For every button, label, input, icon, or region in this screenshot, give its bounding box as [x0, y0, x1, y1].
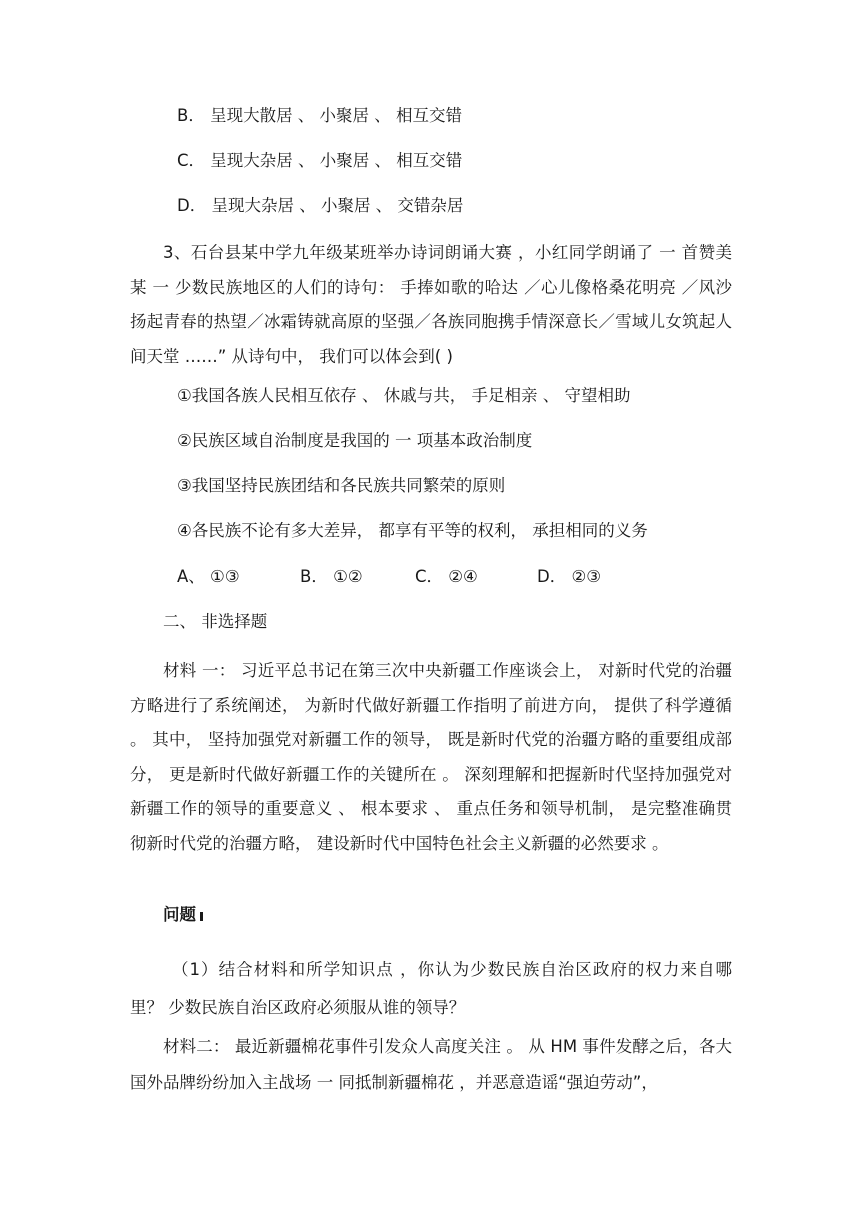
q3-statement-2: ②民族区域自治制度是我国的 一 项基本政治制度 — [177, 431, 533, 450]
q2-option-b: B． 呈现大散居 、 小聚居 、 相互交错 — [177, 106, 463, 125]
material-2: 材料二： 最近新疆棉花事件引发众人高度关注 。 从 HM 事件发酵之后，各大国外品牌纷纷加入主战场 一 同抵制新疆棉花 ，并恶意造谣“强迫劳动”， — [130, 1037, 732, 1092]
material-1: 材料 一： 习近平总书记在第三次中央新疆工作座谈会上， 对新时代党的治疆方略进行了系统阐述， 为新时代做好新疆工作指明了前进方向， 提供了科学遵循 。 其中， 坚持加强党对新疆工作的领导， 既是新时代党的治疆方略的重要组成部分， 更是新时代做好新疆工作的关键所在 。 深刻理解和把握新时代坚持加强党对新疆工作的领导的重要意义 、 根本要求 、 重点任务和领导机制， 是完整准确贯彻新时代党的治疆方略， 建设新时代中国特色社会主义新疆的必然要求 。 — [130, 661, 732, 853]
q3-statement-1: ①我国各族人民相互依存 、 休戚与共， 手足相亲 、 守望相助 — [177, 386, 631, 405]
q3-statement-4: ④各民族不论有多大差异， 都享有平等的权利， 承担相同的义务 — [177, 521, 648, 540]
cursor-mark — [200, 912, 203, 921]
q3-statement-3: ③我国坚持民族团结和各民族共同繁荣的原则 — [177, 476, 506, 495]
question-1: （1）结合材料和所学知识点 ，你认为少数民族自治区政府的权力来自哪里？ 少数民族自治区政府必须服从谁的领导？ — [130, 960, 732, 1017]
q2-option-d: D． 呈现大杂居 、 小聚居 、 交错杂居 — [177, 196, 464, 215]
q3-stem: 3、石台县某中学九年级某班举办诗词朗诵大赛 ，小红同学朗诵了 一 首赞美某 一 少数民族地区的人们的诗句： 手捧如歌的哈达 ／心儿像格桑花明亮 ／风沙扬起青春的热望／冰霜铸就高原的坚强／各族同胞携手情深意长／雪域儿女筑起人间天堂 ……” 从诗句中， 我们可以体会到( ) — [130, 243, 732, 366]
q3-answer-a: A、 ①③ — [177, 567, 240, 586]
q3-answer-b: B． ①② — [300, 567, 363, 586]
q3-answer-d: D． ②③ — [537, 567, 602, 586]
q3-answer-c: C． ②④ — [415, 567, 478, 586]
question-label: 问题 — [163, 903, 203, 927]
section-heading: 二、 非选择题 — [163, 612, 268, 631]
q2-option-c: C． 呈现大杂居 、 小聚居 、 相互交错 — [177, 151, 463, 170]
